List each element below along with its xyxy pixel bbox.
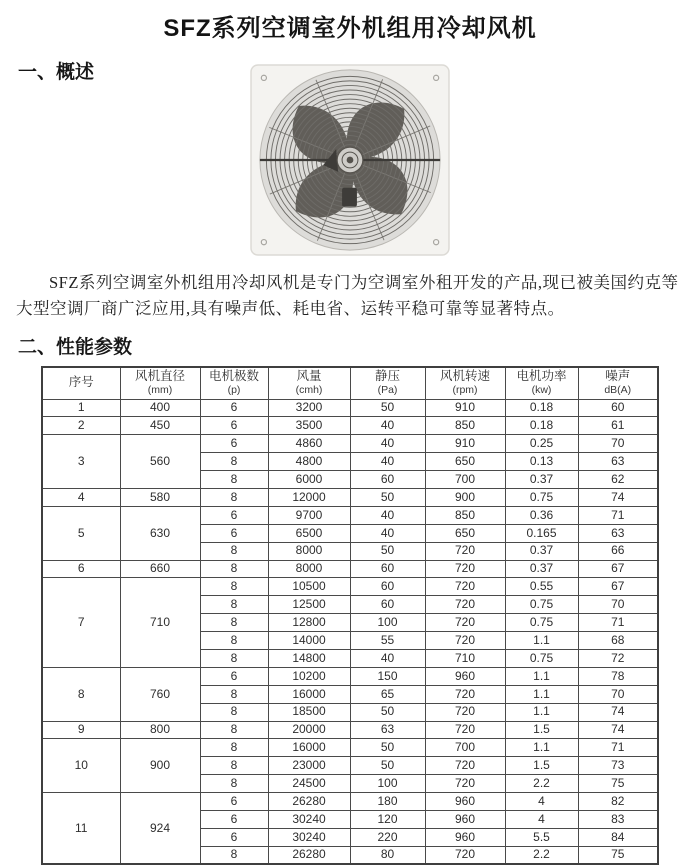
- table-cell: 12800: [268, 614, 350, 632]
- table-cell: 8: [200, 846, 268, 864]
- row-number-cell: 6: [42, 560, 120, 578]
- table-cell: 75: [578, 846, 658, 864]
- table-row: [42, 721, 658, 739]
- table-cell: 8: [200, 471, 268, 489]
- table-cell: 61: [578, 417, 658, 435]
- table-cell: 8: [200, 721, 268, 739]
- table-row: [42, 417, 658, 435]
- row-number-cell: 7: [42, 578, 120, 667]
- table-cell: 62: [578, 471, 658, 489]
- table-cell: 1.5: [505, 757, 578, 775]
- table-cell: 80: [350, 846, 425, 864]
- diameter-cell: 900: [120, 739, 200, 793]
- table-cell: 50: [350, 488, 425, 506]
- table-row: [42, 578, 658, 596]
- table-cell: 9700: [268, 506, 350, 524]
- table-cell: 74: [578, 488, 658, 506]
- table-cell: 700: [425, 471, 505, 489]
- table-cell: 8: [200, 596, 268, 614]
- table-cell: 960: [425, 828, 505, 846]
- diameter-cell: 630: [120, 506, 200, 560]
- fan-product-image: [237, 62, 463, 258]
- table-cell: 6: [200, 417, 268, 435]
- table-cell: 0.18: [505, 399, 578, 417]
- table-cell: 8: [200, 632, 268, 650]
- table-cell: 180: [350, 793, 425, 811]
- table-cell: 0.37: [505, 542, 578, 560]
- table-cell: 60: [350, 596, 425, 614]
- table-cell: 6: [200, 667, 268, 685]
- table-cell: 650: [425, 453, 505, 471]
- table-cell: 0.13: [505, 453, 578, 471]
- table-cell: 8: [200, 649, 268, 667]
- row-number-cell: 1: [42, 399, 120, 417]
- table-cell: 0.25: [505, 435, 578, 453]
- table-cell: 0.75: [505, 488, 578, 506]
- overview-paragraph: SFZ系列空调室外机组用冷却风机是专门为空调室外租开发的产品,现已被美国约克等大型空调厂商广泛应用,具有噪声低、耗电省、运转平稳可靠等显著特点。: [16, 273, 679, 318]
- table-cell: 8: [200, 739, 268, 757]
- table-cell: 10500: [268, 578, 350, 596]
- table-cell: 8000: [268, 560, 350, 578]
- table-cell: 67: [578, 578, 658, 596]
- table-cell: 24500: [268, 775, 350, 793]
- row-number-cell: 3: [42, 435, 120, 489]
- table-cell: 82: [578, 793, 658, 811]
- table-cell: 720: [425, 685, 505, 703]
- column-header: 静压 (Pa): [350, 367, 425, 399]
- table-cell: 70: [578, 685, 658, 703]
- table-cell: 30240: [268, 810, 350, 828]
- table-cell: 8: [200, 578, 268, 596]
- table-cell: 0.75: [505, 596, 578, 614]
- table-cell: 0.75: [505, 649, 578, 667]
- table-cell: 1.1: [505, 685, 578, 703]
- table-cell: 960: [425, 793, 505, 811]
- table-cell: 720: [425, 757, 505, 775]
- table-cell: 1.1: [505, 667, 578, 685]
- diameter-cell: 580: [120, 488, 200, 506]
- table-cell: 6: [200, 435, 268, 453]
- column-header: 噪声 dB(A): [578, 367, 658, 399]
- row-number-cell: 11: [42, 793, 120, 865]
- table-cell: 220: [350, 828, 425, 846]
- table-cell: 0.18: [505, 417, 578, 435]
- table-cell: 63: [578, 453, 658, 471]
- table-cell: 60: [350, 578, 425, 596]
- table-cell: 5.5: [505, 828, 578, 846]
- table-cell: 720: [425, 632, 505, 650]
- table-cell: 67: [578, 560, 658, 578]
- fan-hub-cap: [347, 157, 354, 164]
- table-cell: 3200: [268, 399, 350, 417]
- table-cell: 6: [200, 506, 268, 524]
- table-cell: 18500: [268, 703, 350, 721]
- table-row: [42, 506, 658, 524]
- diameter-cell: 924: [120, 793, 200, 865]
- table-cell: 40: [350, 417, 425, 435]
- table-cell: 6: [200, 399, 268, 417]
- table-cell: 0.36: [505, 506, 578, 524]
- section-parameters-heading: 二、性能参数: [18, 337, 133, 358]
- table-cell: 100: [350, 614, 425, 632]
- table-cell: 8: [200, 614, 268, 632]
- table-cell: 0.75: [505, 614, 578, 632]
- table-cell: 3500: [268, 417, 350, 435]
- table-cell: 40: [350, 649, 425, 667]
- table-cell: 74: [578, 703, 658, 721]
- table-cell: 50: [350, 703, 425, 721]
- table-cell: 65: [350, 685, 425, 703]
- table-cell: 650: [425, 524, 505, 542]
- table-cell: 6: [200, 524, 268, 542]
- table-cell: 720: [425, 560, 505, 578]
- table-cell: 720: [425, 721, 505, 739]
- performance-table: [41, 366, 659, 865]
- table-cell: 850: [425, 417, 505, 435]
- table-row: [42, 793, 658, 811]
- column-header: 风机直径 (mm): [120, 367, 200, 399]
- table-cell: 73: [578, 757, 658, 775]
- table-cell: 8: [200, 560, 268, 578]
- table-cell: 720: [425, 703, 505, 721]
- table-cell: 1.1: [505, 739, 578, 757]
- table-cell: 2.2: [505, 846, 578, 864]
- table-cell: 4: [505, 793, 578, 811]
- table-cell: 910: [425, 399, 505, 417]
- table-cell: 84: [578, 828, 658, 846]
- table-cell: 700: [425, 739, 505, 757]
- performance-table-body: [42, 399, 658, 864]
- table-row: [42, 739, 658, 757]
- table-cell: 0.37: [505, 471, 578, 489]
- table-cell: 78: [578, 667, 658, 685]
- table-cell: 720: [425, 614, 505, 632]
- table-cell: 68: [578, 632, 658, 650]
- table-cell: 720: [425, 846, 505, 864]
- table-cell: 710: [425, 649, 505, 667]
- table-cell: 8: [200, 685, 268, 703]
- table-cell: 2.2: [505, 775, 578, 793]
- table-cell: 16000: [268, 739, 350, 757]
- table-cell: 8000: [268, 542, 350, 560]
- motor-mount-shadow: [342, 188, 357, 207]
- column-header: 电机功率 (kw): [505, 367, 578, 399]
- row-number-cell: 9: [42, 721, 120, 739]
- diameter-cell: 560: [120, 435, 200, 489]
- table-cell: 6: [200, 793, 268, 811]
- table-cell: 50: [350, 542, 425, 560]
- table-cell: 14800: [268, 649, 350, 667]
- table-cell: 23000: [268, 757, 350, 775]
- row-number-cell: 8: [42, 667, 120, 721]
- column-header: 风量 (cmh): [268, 367, 350, 399]
- diameter-cell: 660: [120, 560, 200, 578]
- table-cell: 6: [200, 810, 268, 828]
- table-cell: 900: [425, 488, 505, 506]
- table-cell: 1.1: [505, 632, 578, 650]
- table-cell: 8: [200, 775, 268, 793]
- table-cell: 63: [578, 524, 658, 542]
- table-cell: 850: [425, 506, 505, 524]
- row-number-cell: 4: [42, 488, 120, 506]
- table-cell: 0.37: [505, 560, 578, 578]
- table-cell: 55: [350, 632, 425, 650]
- column-header: 序号: [42, 367, 120, 399]
- table-cell: 70: [578, 596, 658, 614]
- table-cell: 8: [200, 542, 268, 560]
- page-title: SFZ系列空调室外机组用冷却风机: [163, 15, 537, 42]
- section-overview-heading: 一、概述: [18, 62, 95, 83]
- table-cell: 12500: [268, 596, 350, 614]
- table-cell: 63: [350, 721, 425, 739]
- column-header: 电机极数 (p): [200, 367, 268, 399]
- table-cell: 1.1: [505, 703, 578, 721]
- table-cell: 14000: [268, 632, 350, 650]
- table-cell: 6000: [268, 471, 350, 489]
- row-number-cell: 2: [42, 417, 120, 435]
- table-cell: 40: [350, 453, 425, 471]
- table-cell: 16000: [268, 685, 350, 703]
- table-cell: 720: [425, 596, 505, 614]
- table-cell: 100: [350, 775, 425, 793]
- table-cell: 50: [350, 399, 425, 417]
- table-cell: 8: [200, 703, 268, 721]
- table-cell: 910: [425, 435, 505, 453]
- table-cell: 71: [578, 506, 658, 524]
- table-cell: 12000: [268, 488, 350, 506]
- table-cell: 8: [200, 757, 268, 775]
- table-cell: 4: [505, 810, 578, 828]
- diameter-cell: 800: [120, 721, 200, 739]
- table-cell: 40: [350, 506, 425, 524]
- diameter-cell: 450: [120, 417, 200, 435]
- table-cell: 70: [578, 435, 658, 453]
- diameter-cell: 400: [120, 399, 200, 417]
- row-number-cell: 5: [42, 506, 120, 560]
- table-cell: 60: [350, 471, 425, 489]
- table-cell: 0.55: [505, 578, 578, 596]
- diameter-cell: 760: [120, 667, 200, 721]
- table-cell: 120: [350, 810, 425, 828]
- table-cell: 66: [578, 542, 658, 560]
- table-cell: 720: [425, 578, 505, 596]
- column-header: 风机转速 (rpm): [425, 367, 505, 399]
- table-cell: 26280: [268, 846, 350, 864]
- table-cell: 8: [200, 453, 268, 471]
- table-cell: 40: [350, 524, 425, 542]
- table-cell: 10200: [268, 667, 350, 685]
- fan-image-container: [0, 62, 700, 240]
- table-cell: 60: [350, 560, 425, 578]
- table-cell: 20000: [268, 721, 350, 739]
- table-cell: 8: [200, 488, 268, 506]
- table-cell: 6500: [268, 524, 350, 542]
- table-row: [42, 667, 658, 685]
- table-cell: 4800: [268, 453, 350, 471]
- table-cell: 71: [578, 739, 658, 757]
- table-cell: 40: [350, 435, 425, 453]
- table-cell: 60: [578, 399, 658, 417]
- table-cell: 150: [350, 667, 425, 685]
- table-row: [42, 399, 658, 417]
- table-cell: 720: [425, 542, 505, 560]
- table-cell: 960: [425, 810, 505, 828]
- table-row: [42, 488, 658, 506]
- table-row: [42, 435, 658, 453]
- table-cell: 50: [350, 739, 425, 757]
- table-cell: 0.165: [505, 524, 578, 542]
- table-cell: 1.5: [505, 721, 578, 739]
- diameter-cell: 710: [120, 578, 200, 667]
- table-cell: 6: [200, 828, 268, 846]
- table-cell: 50: [350, 757, 425, 775]
- table-cell: 71: [578, 614, 658, 632]
- table-cell: 4860: [268, 435, 350, 453]
- table-cell: 960: [425, 667, 505, 685]
- table-cell: 74: [578, 721, 658, 739]
- table-cell: 30240: [268, 828, 350, 846]
- table-cell: 26280: [268, 793, 350, 811]
- table-cell: 720: [425, 775, 505, 793]
- table-row: [42, 560, 658, 578]
- table-cell: 72: [578, 649, 658, 667]
- table-header-row: [42, 367, 658, 399]
- table-cell: 83: [578, 810, 658, 828]
- row-number-cell: 10: [42, 739, 120, 793]
- table-cell: 75: [578, 775, 658, 793]
